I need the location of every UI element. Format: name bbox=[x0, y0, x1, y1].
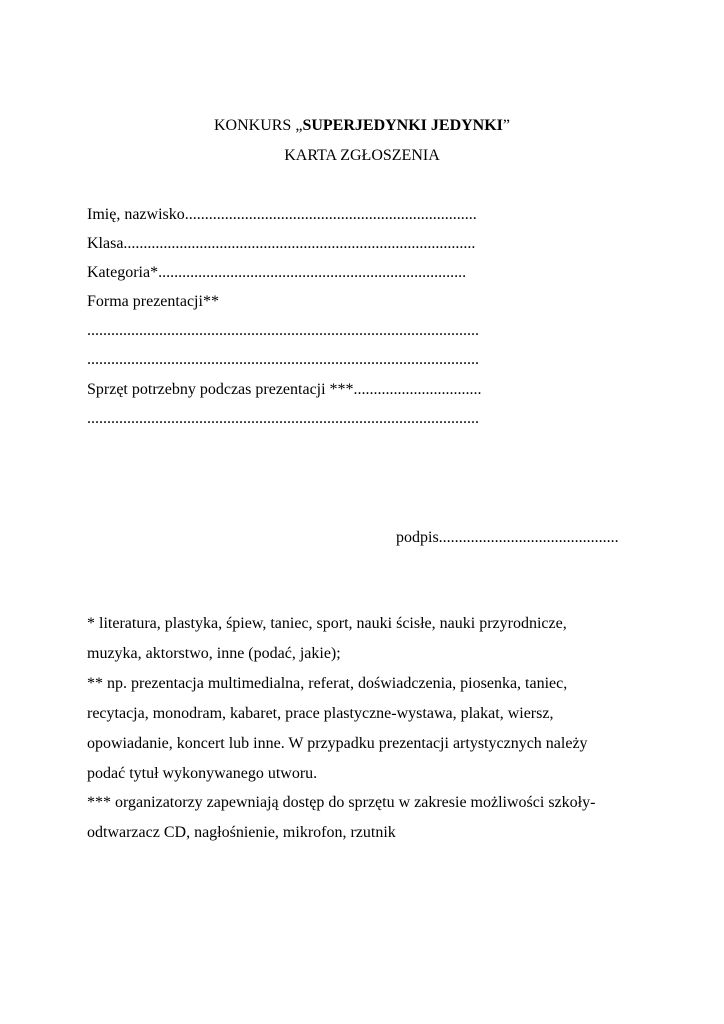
footnote-line: ** np. prezentacja multimedialna, referat, doświadczenia, piosenka, taniec, bbox=[87, 675, 568, 692]
form-field-name: Imię, nazwisko......................................................................... bbox=[87, 206, 477, 223]
footnote-line: recytacja, monodram, kabaret, prace plastyczne-wystawa, plakat, wiersz, bbox=[87, 705, 554, 722]
form-field-category: Kategoria*............................................................................. bbox=[87, 264, 467, 281]
document-title bbox=[0, 116, 724, 136]
form-field-presentation-line-2: .................................................................................................. bbox=[87, 351, 479, 368]
footnote-line: * literatura, plastyka, śpiew, taniec, sport, nauki ścisłe, nauki przyrodnicze, bbox=[87, 615, 567, 632]
title-bold: SUPERJEDYNKI JEDYNKI bbox=[302, 117, 503, 134]
document-subtitle: KARTA ZGŁOSZENIA bbox=[284, 147, 440, 164]
form-field-presentation-line-1: .................................................................................................. bbox=[87, 322, 479, 339]
footnote-line: muzyka, aktorstwo, inne (podać, jakie); bbox=[87, 645, 341, 662]
form-field-presentation-label: Forma prezentacji** bbox=[87, 293, 219, 310]
footnote-line: odtwarzacz CD, nagłośnienie, mikrofon, rzutnik bbox=[87, 824, 396, 841]
title-suffix: ” bbox=[502, 117, 511, 134]
signature-field: podpis............................................. bbox=[396, 529, 619, 546]
footnote-line: opowiadanie, koncert lub inne. W przypadku prezentacji artystycznych należy bbox=[87, 735, 588, 752]
title-prefix: KONKURS „ bbox=[213, 117, 303, 134]
footnote-line: *** organizatorzy zapewniają dostęp do sprzętu w zakresie możliwości szkoły- bbox=[87, 794, 596, 811]
form-field-equipment-line: .................................................................................................. bbox=[87, 410, 479, 427]
footnote-line: podać tytuł wykonywanego utworu. bbox=[87, 765, 318, 782]
form-field-equipment: Sprzęt potrzebny podczas prezentacji ***................................ bbox=[87, 381, 482, 398]
form-field-class: Klasa........................................................................................ bbox=[87, 235, 476, 252]
